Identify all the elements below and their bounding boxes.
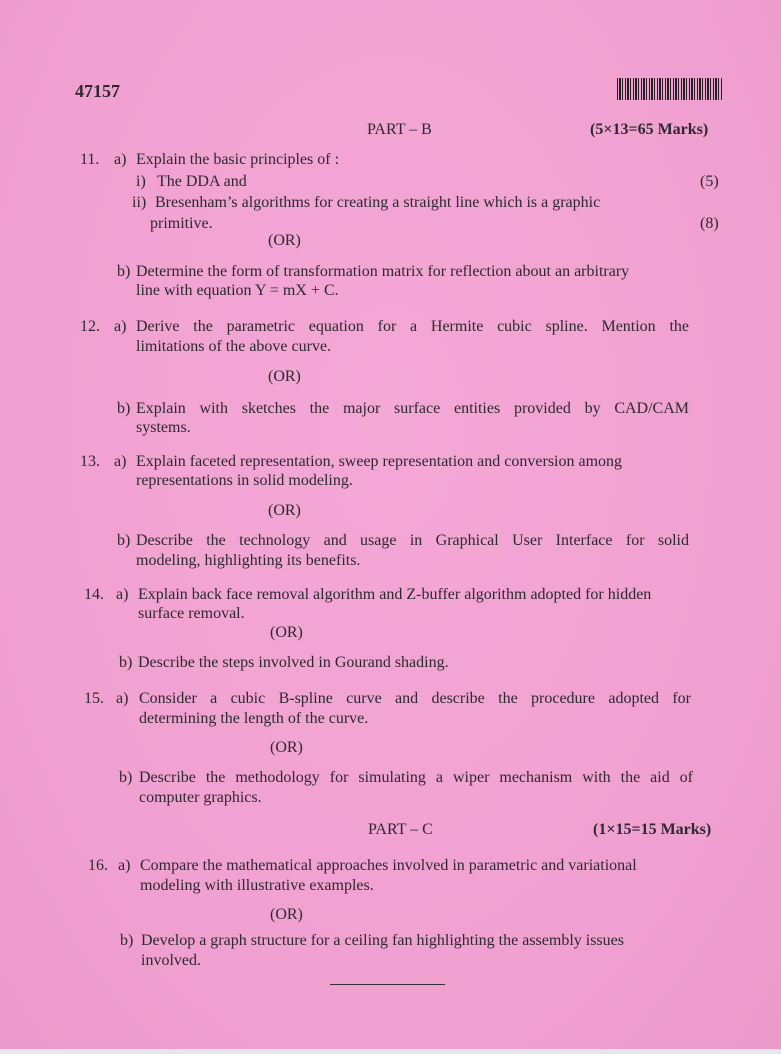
question-text: systems. xyxy=(136,419,191,436)
or-separator: (OR) xyxy=(268,368,301,385)
question-number: 13. xyxy=(80,453,100,470)
question-number: 15. xyxy=(84,690,104,707)
part-label: b) xyxy=(120,932,134,949)
part-label: a) xyxy=(114,453,127,470)
part-c-title: PART – C xyxy=(368,821,433,838)
part-c-marks: (1×15=15 Marks) xyxy=(593,821,712,838)
part-label: a) xyxy=(116,690,129,707)
question-text: Explain faceted representation, sweep representation and conversion among xyxy=(136,453,623,470)
question-text: involved. xyxy=(141,952,201,969)
question-text: Bresenham’s algorithms for creating a straight line which is a graphic xyxy=(155,194,601,211)
subpart-label: ii) xyxy=(132,194,147,211)
scan-edge xyxy=(0,1049,781,1054)
question-number: 16. xyxy=(88,857,108,874)
question-text: Describe the steps involved in Gourand shading. xyxy=(138,654,449,671)
part-label: b) xyxy=(119,654,133,671)
part-label: b) xyxy=(117,400,131,417)
question-text: modeling with illustrative examples. xyxy=(140,877,374,894)
marks: (8) xyxy=(700,215,719,232)
marks: (5) xyxy=(700,173,719,190)
question-text: Explain with sketches the major surface entities provided by CAD/CAM xyxy=(136,400,689,417)
question-text: Develop a graph structure for a ceiling fan highlighting the assembly issues xyxy=(141,932,624,949)
or-separator: (OR) xyxy=(268,502,301,519)
part-label: b) xyxy=(117,532,131,549)
part-b-marks: (5×13=65 Marks) xyxy=(590,121,709,138)
question-text: Compare the mathematical approaches involved in parametric and variational xyxy=(140,857,637,874)
question-text: representations in solid modeling. xyxy=(136,472,353,489)
question-text: Consider a cubic B-spline curve and describe the procedure adopted for xyxy=(139,690,691,707)
question-number: 14. xyxy=(84,586,104,603)
question-text: Determine the form of transformation matrix for reflection about an arbitrary xyxy=(136,263,630,280)
part-label: a) xyxy=(118,857,131,874)
part-label: a) xyxy=(116,586,129,603)
question-text: line with equation Y = mX + C. xyxy=(136,282,339,299)
question-text: modeling, highlighting its benefits. xyxy=(136,552,361,569)
paper-code: 47157 xyxy=(75,81,120,101)
part-label: b) xyxy=(119,769,133,786)
part-label: a) xyxy=(114,318,127,335)
question-text: The DDA and xyxy=(157,173,247,190)
question-text: determining the length of the curve. xyxy=(139,710,369,727)
part-label: a) xyxy=(114,151,127,168)
or-separator: (OR) xyxy=(268,232,301,249)
question-text: primitive. xyxy=(150,215,213,232)
question-text: limitations of the above curve. xyxy=(136,338,332,355)
subpart-label: i) xyxy=(136,173,146,190)
end-rule xyxy=(330,984,445,985)
question-text: Explain back face removal algorithm and Z-buffer algorithm adopted for hidden xyxy=(138,586,652,603)
barcode xyxy=(617,78,723,100)
part-b-title: PART – B xyxy=(367,121,432,138)
question-text: Derive the parametric equation for a Hermite cubic spline. Mention the xyxy=(136,318,689,335)
question-text: computer graphics. xyxy=(139,789,262,806)
question-number: 11. xyxy=(80,151,100,168)
question-text: Describe the methodology for simulating a wiper mechanism with the aid of xyxy=(139,769,693,786)
question-text: Explain the basic principles of : xyxy=(136,151,340,168)
part-label: b) xyxy=(117,263,131,280)
question-number: 12. xyxy=(80,318,100,335)
question-text: surface removal. xyxy=(138,605,245,622)
or-separator: (OR) xyxy=(270,624,303,641)
or-separator: (OR) xyxy=(270,739,303,756)
or-separator: (OR) xyxy=(270,906,303,923)
question-text: Describe the technology and usage in Graphical User Interface for solid xyxy=(136,532,689,549)
